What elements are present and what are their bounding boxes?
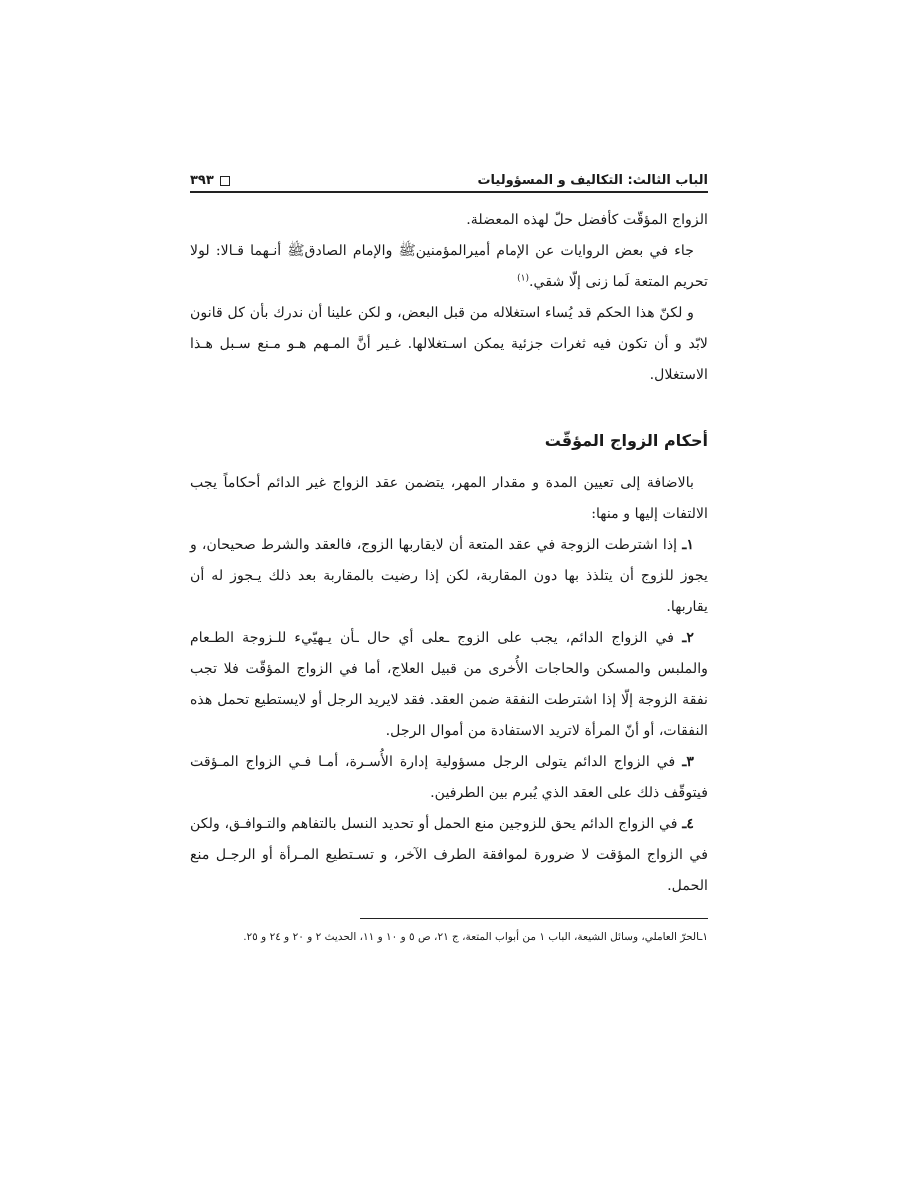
footnote-divider (360, 918, 708, 919)
chapter-title: الباب الثالث: التكاليف و المسؤوليات (477, 173, 708, 188)
item-text: إذا اشترطت الزوجة في عقد المتعة أن لايقاربها الزوج، فالعقد والشرط صحيحان، و يجوز للزوج أن يتلذذ بها دون المقاربة، لكن إذا رضيت بالمقاربة بعد ذلك يـجوز له أن يقاربها. (190, 537, 708, 615)
item-number: ٢ـ (682, 630, 694, 646)
footnote: ١ـالحرّ العاملي، وسائل الشيعة، الباب ١ من أبواب المتعة، ج ٢١، ص ٥ و ١٠ و ١١، الحديث ٢ و ٢٠ و ٢٤ و ٢٥. (243, 931, 708, 943)
item-number: ٤ـ (682, 816, 694, 832)
paragraph-text: جاء في بعض الروايات عن الإمام أميرالمؤمنين‎ﷺ والإمام الصادق‎ﷺ أنـهما قـالا: لولا تحريم المتعة لَما زنى إلّا شقي. (190, 243, 708, 290)
list-item (190, 530, 708, 623)
list-item (190, 747, 708, 809)
item-text: في الزواج الدائم يتولى الرجل مسؤولية إدارة الأُسـرة، أمـا فـي الزواج المـؤقت فيتوقّف ذلك على العقد الذي يُبرم بين الطرفين. (190, 754, 708, 801)
item-number: ٣ـ (682, 754, 694, 770)
main-text (190, 205, 708, 947)
paragraph: بالاضافة إلى تعيين المدة و مقدار المهر، يتضمن عقد الزواج غير الدائم أحكاماً يجب الالتفات إليها و منها: (190, 475, 708, 522)
section-heading: أحكام الزواج المؤقّت (544, 431, 708, 450)
list-item (190, 809, 708, 902)
paragraph (190, 236, 708, 298)
paragraph: الزواج المؤقّت كأفضل حلّ لهذه المعضلة. (466, 212, 708, 228)
page-number-block (190, 173, 230, 188)
square-bullet-icon (220, 176, 230, 186)
paragraph: و لكنّ هذا الحكم قد يُساء استغلاله من قبل البعض، و لكن علينا أن ندرك بأن كل قانون لابّد و أن تكون فيه ثغرات جزئية يمكن اسـتغلالها. غـير أنَّ المـهم هـو مـنع سـبل هـذا الاستغلال. (190, 305, 708, 383)
item-number: ١ـ (682, 537, 694, 553)
list-item (190, 623, 708, 747)
item-text: في الزواج الدائم، يجب على الزوج ـعلى أي حال ـأن يـهيّيء للـزوجة الطـعام والملبس والمسكن والحاجات الأُخرى من قبيل العلاج، أما في الزواج المؤقّت فلا تجب نفقة الزوجة إلّا إذا اشترطت النفقة ضمن العقد. فقد لايريد الرجل أو لايستطيع تحمل هذه النفقات، أو أنّ المرأة لاتريد الاستفادة من أموال الرجل. (190, 630, 708, 739)
item-text: في الزواج الدائم يحق للزوجين منع الحمل أو تحديد النسل بالتفاهم والتـوافـق، ولكن في الزواج المؤقت لا ضرورة لموافقة الطرف الآخر، و تسـتطيع المـرأة أو الرجـل منع الحمل. (190, 816, 708, 894)
footnote-marker: (١) (517, 273, 530, 284)
book-page (190, 162, 708, 958)
page-number: ٣٩٣ (190, 173, 214, 188)
running-header (190, 162, 708, 193)
